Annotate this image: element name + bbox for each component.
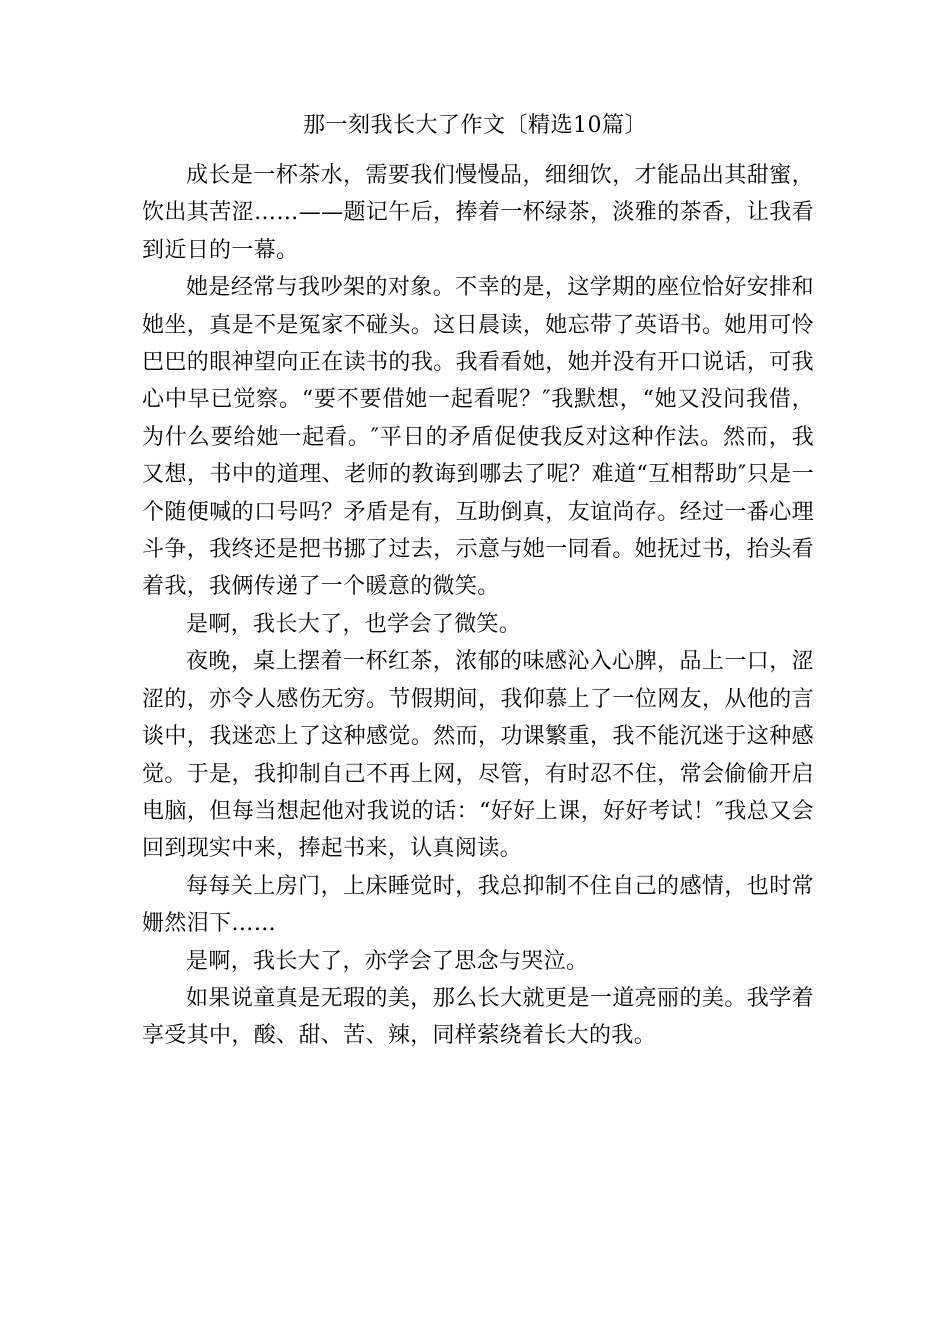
document-title: 那一刻我长大了作文〔精选10篇〕 [303, 113, 647, 138]
paragraph-4: 夜晚，桌上摆着一杯红茶，浓郁的味感沁入心脾，品上一口，涩涩的，亦令人感伤无穷。节假期间，我仰慕上了一位网友，从他的言谈中，我迷恋上了这种感觉。然而，功课繁重，我不能沉迷于这种感觉。于是，我抑制自己不再上网，尽管，有时忍不住，常会偷偷开启电脑，但每当想起他对我说的话：“好好上课，好好考试！″我总又会回到现实中来，捧起书来，认真阅读。 [142, 649, 814, 862]
paragraph-5: 每每关上房门，上床睡觉时，我总抑制不住自己的感情，也时常姗然泪下…… [142, 873, 814, 937]
paragraph-2: 她是经常与我吵架的对象。不幸的是，这学期的座位恰好安排和她坐，真是不是冤家不碰头。这日晨读，她忘带了英语书。她用可怜巴巴的眼神望向正在读书的我。我看看她，她并没有开口说话，可我心中早已觉察。“要不要借她一起看呢？″我默想，“她又没问我借，为什么要给她一起看。″平日的矛盾促使我反对这种作法。然而，我又想，书中的道理、老师的教诲到哪去了呢？难道“互相帮助″只是一个随便喊的口号吗？矛盾是有，互助倒真，友谊尚存。经过一番心理斗争，我终还是把书挪了过去，示意与她一同看。她抚过书，抬头看着我，我俩传递了一个暖意的微笑。 [142, 275, 814, 600]
paragraph-6: 是啊，我长大了，亦学会了思念与哭泣。 [186, 948, 589, 974]
paragraph-1: 成长是一杯茶水，需要我们慢慢品，细细饮，才能品出其甜蜜，饮出其苦涩……——题记午后，捧着一杯绿茶，淡雅的茶香，让我看到近日的一幕。 [142, 163, 814, 263]
paragraph-7: 如果说童真是无瑕的美，那么长大就更是一道亮丽的美。我学着享受其中，酸、甜、苦、辣，同样萦绕着长大的我。 [142, 985, 814, 1049]
document-body [142, 157, 814, 1055]
paragraph-3: 是啊，我长大了，也学会了微笑。 [186, 611, 522, 637]
